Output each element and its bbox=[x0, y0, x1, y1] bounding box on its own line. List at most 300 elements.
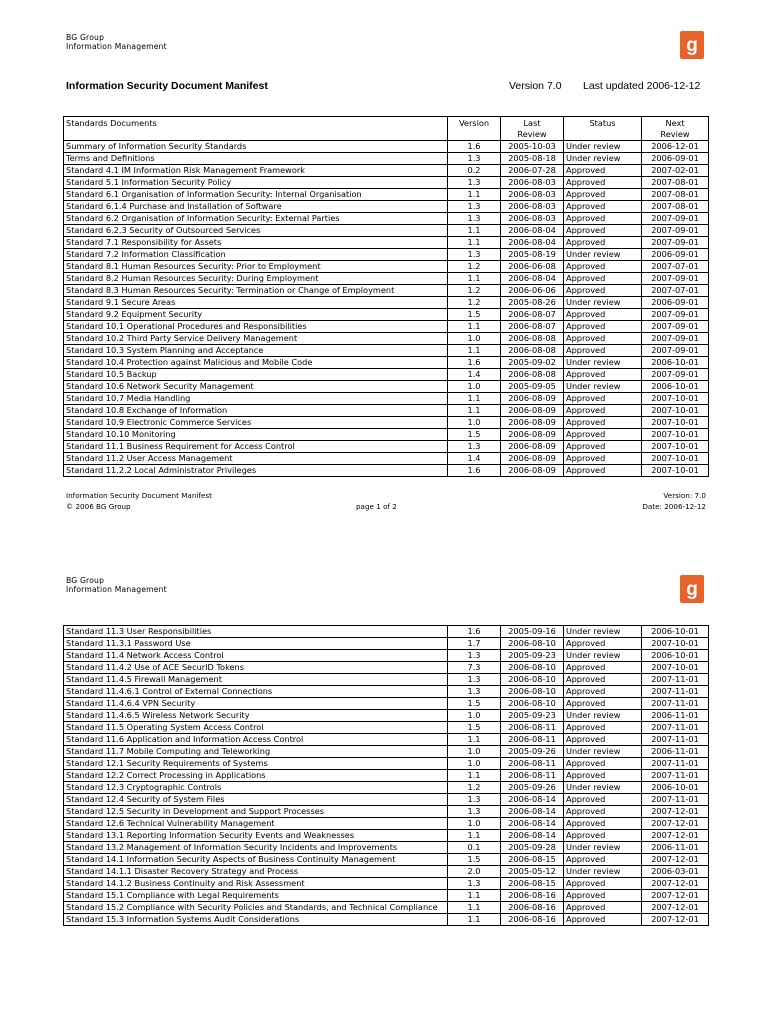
cell-last-review: 2006-08-11 bbox=[501, 722, 564, 734]
cell-status: Approved bbox=[564, 890, 642, 902]
cell-last-review: 2006-08-09 bbox=[501, 393, 564, 405]
cell-last-review: 2006-08-09 bbox=[501, 453, 564, 465]
cell-next-review: 2006-10-01 bbox=[642, 357, 709, 369]
cell-next-review: 2007-10-01 bbox=[642, 638, 709, 650]
cell-document: Standard 11.4.5 Firewall Management bbox=[64, 674, 448, 686]
cell-last-review: 2006-08-07 bbox=[501, 309, 564, 321]
cell-last-review: 2006-08-03 bbox=[501, 177, 564, 189]
cell-document: Standard 6.2 Organisation of Information Security: External Parties bbox=[64, 213, 448, 225]
cell-last-review: 2006-08-16 bbox=[501, 890, 564, 902]
svg-text:g: g bbox=[686, 579, 698, 600]
cell-document: Standard 14.1.2 Business Continuity and Risk Assessment bbox=[64, 878, 448, 890]
cell-next-review: 2007-11-01 bbox=[642, 674, 709, 686]
manifest-table-page-2 bbox=[63, 625, 709, 926]
footer-version: Version: 7.0 bbox=[663, 491, 706, 500]
cell-version: 1.0 bbox=[448, 758, 501, 770]
cell-document: Standard 10.1 Operational Procedures and Responsibilities bbox=[64, 321, 448, 333]
cell-last-review: 2006-08-08 bbox=[501, 345, 564, 357]
cell-document: Standard 11.4.6.4 VPN Security bbox=[64, 698, 448, 710]
cell-last-review: 2006-08-08 bbox=[501, 333, 564, 345]
cell-last-review: 2006-08-14 bbox=[501, 830, 564, 842]
cell-document: Standard 9.1 Secure Areas bbox=[64, 297, 448, 309]
cell-status: Approved bbox=[564, 225, 642, 237]
cell-next-review: 2006-11-01 bbox=[642, 710, 709, 722]
svg-text:g: g bbox=[686, 35, 698, 56]
cell-version: 1.3 bbox=[448, 441, 501, 453]
table-row bbox=[64, 261, 709, 273]
table-row bbox=[64, 333, 709, 345]
cell-last-review: 2006-07-28 bbox=[501, 165, 564, 177]
cell-next-review: 2007-09-01 bbox=[642, 309, 709, 321]
cell-last-review: 2005-09-23 bbox=[501, 710, 564, 722]
cell-version: 1.7 bbox=[448, 638, 501, 650]
cell-document: Standard 11.4 Network Access Control bbox=[64, 650, 448, 662]
cell-last-review: 2006-08-04 bbox=[501, 225, 564, 237]
cell-document: Standard 12.2 Correct Processing in Applications bbox=[64, 770, 448, 782]
cell-version: 1.1 bbox=[448, 890, 501, 902]
cell-next-review: 2007-07-01 bbox=[642, 285, 709, 297]
cell-last-review: 2005-09-05 bbox=[501, 381, 564, 393]
cell-next-review: 2007-09-01 bbox=[642, 213, 709, 225]
cell-status: Approved bbox=[564, 902, 642, 914]
table-row bbox=[64, 866, 709, 878]
cell-status: Approved bbox=[564, 189, 642, 201]
table-body bbox=[64, 141, 709, 477]
cell-document: Standard 13.2 Management of Information Security Incidents and Improvements bbox=[64, 842, 448, 854]
table-row bbox=[64, 141, 709, 153]
cell-last-review: 2006-08-14 bbox=[501, 818, 564, 830]
cell-last-review: 2006-08-10 bbox=[501, 662, 564, 674]
table-row bbox=[64, 285, 709, 297]
table-row bbox=[64, 626, 709, 638]
cell-status: Approved bbox=[564, 662, 642, 674]
cell-document: Standard 6.1.4 Purchase and Installation of Software bbox=[64, 201, 448, 213]
cell-next-review: 2006-09-01 bbox=[642, 297, 709, 309]
cell-next-review: 2007-09-01 bbox=[642, 345, 709, 357]
cell-document: Standard 12.5 Security in Development and Support Processes bbox=[64, 806, 448, 818]
cell-next-review: 2007-10-01 bbox=[642, 405, 709, 417]
cell-last-review: 2006-08-03 bbox=[501, 213, 564, 225]
cell-next-review: 2007-11-01 bbox=[642, 734, 709, 746]
footer-doc-title: Information Security Document Manifest bbox=[66, 491, 212, 500]
cell-document: Standard 11.1 Business Requirement for Access Control bbox=[64, 441, 448, 453]
cell-document: Standard 13.1 Reporting Information Security Events and Weaknesses bbox=[64, 830, 448, 842]
cell-next-review: 2006-09-01 bbox=[642, 249, 709, 261]
cell-version: 1.0 bbox=[448, 381, 501, 393]
cell-next-review: 2007-11-01 bbox=[642, 758, 709, 770]
cell-next-review: 2007-08-01 bbox=[642, 201, 709, 213]
table-row bbox=[64, 357, 709, 369]
cell-next-review: 2007-10-01 bbox=[642, 465, 709, 477]
cell-next-review: 2006-12-01 bbox=[642, 141, 709, 153]
cell-document: Standard 11.3.1 Password Use bbox=[64, 638, 448, 650]
cell-status: Approved bbox=[564, 165, 642, 177]
cell-last-review: 2006-08-16 bbox=[501, 914, 564, 926]
cell-last-review: 2006-08-10 bbox=[501, 638, 564, 650]
cell-version: 1.6 bbox=[448, 141, 501, 153]
cell-last-review: 2006-08-15 bbox=[501, 878, 564, 890]
cell-document: Standard 11.7 Mobile Computing and Teleworking bbox=[64, 746, 448, 758]
document-version: Version 7.0 bbox=[509, 80, 562, 92]
cell-last-review: 2006-08-09 bbox=[501, 429, 564, 441]
cell-version: 1.3 bbox=[448, 213, 501, 225]
cell-version: 1.1 bbox=[448, 189, 501, 201]
cell-status: Approved bbox=[564, 237, 642, 249]
table-row bbox=[64, 794, 709, 806]
table-row bbox=[64, 854, 709, 866]
cell-version: 1.2 bbox=[448, 782, 501, 794]
cell-next-review: 2007-10-01 bbox=[642, 441, 709, 453]
cell-next-review: 2006-03-01 bbox=[642, 866, 709, 878]
cell-document: Standard 4.1 IM Information Risk Management Framework bbox=[64, 165, 448, 177]
cell-status: Approved bbox=[564, 273, 642, 285]
cell-version: 1.6 bbox=[448, 357, 501, 369]
header-standards-documents: Standards Documents bbox=[64, 117, 448, 141]
cell-document: Standard 10.2 Third Party Service Delivery Management bbox=[64, 333, 448, 345]
cell-document: Standard 8.3 Human Resources Security: Termination or Change of Employment bbox=[64, 285, 448, 297]
cell-status: Approved bbox=[564, 878, 642, 890]
cell-status: Under review bbox=[564, 249, 642, 261]
table-row bbox=[64, 890, 709, 902]
cell-last-review: 2005-09-28 bbox=[501, 842, 564, 854]
cell-version: 1.4 bbox=[448, 453, 501, 465]
cell-status: Under review bbox=[564, 746, 642, 758]
table-row bbox=[64, 237, 709, 249]
org-name: BG Group bbox=[66, 576, 105, 585]
cell-last-review: 2006-08-03 bbox=[501, 201, 564, 213]
cell-last-review: 2005-09-26 bbox=[501, 746, 564, 758]
cell-version: 1.3 bbox=[448, 806, 501, 818]
cell-next-review: 2006-10-01 bbox=[642, 650, 709, 662]
cell-version: 1.3 bbox=[448, 794, 501, 806]
document-last-updated: Last updated 2006-12-12 bbox=[583, 80, 701, 92]
cell-version: 1.1 bbox=[448, 734, 501, 746]
footer-right bbox=[642, 490, 706, 512]
cell-status: Approved bbox=[564, 417, 642, 429]
cell-document: Standard 10.5 Backup bbox=[64, 369, 448, 381]
cell-next-review: 2007-08-01 bbox=[642, 177, 709, 189]
table-row bbox=[64, 638, 709, 650]
header-next-review: Next Review bbox=[642, 117, 709, 141]
cell-status: Under review bbox=[564, 141, 642, 153]
cell-next-review: 2007-11-01 bbox=[642, 722, 709, 734]
cell-next-review: 2007-09-01 bbox=[642, 321, 709, 333]
cell-version: 1.1 bbox=[448, 321, 501, 333]
cell-status: Approved bbox=[564, 453, 642, 465]
cell-last-review: 2006-08-09 bbox=[501, 441, 564, 453]
table-row bbox=[64, 722, 709, 734]
cell-last-review: 2006-08-07 bbox=[501, 321, 564, 333]
cell-last-review: 2006-08-03 bbox=[501, 189, 564, 201]
cell-status: Approved bbox=[564, 441, 642, 453]
cell-last-review: 2006-08-09 bbox=[501, 405, 564, 417]
cell-version: 1.6 bbox=[448, 465, 501, 477]
cell-next-review: 2007-09-01 bbox=[642, 237, 709, 249]
cell-document: Standard 11.6 Application and Information Access Control bbox=[64, 734, 448, 746]
cell-status: Approved bbox=[564, 333, 642, 345]
cell-version: 0.1 bbox=[448, 842, 501, 854]
table-row bbox=[64, 393, 709, 405]
cell-document: Standard 11.4.6.5 Wireless Network Security bbox=[64, 710, 448, 722]
cell-last-review: 2005-08-18 bbox=[501, 153, 564, 165]
table-row bbox=[64, 746, 709, 758]
cell-last-review: 2006-08-10 bbox=[501, 698, 564, 710]
cell-status: Under review bbox=[564, 381, 642, 393]
cell-status: Approved bbox=[564, 393, 642, 405]
table-row bbox=[64, 806, 709, 818]
cell-next-review: 2007-12-01 bbox=[642, 806, 709, 818]
cell-version: 0.2 bbox=[448, 165, 501, 177]
cell-last-review: 2006-08-09 bbox=[501, 417, 564, 429]
cell-status: Approved bbox=[564, 854, 642, 866]
cell-next-review: 2007-09-01 bbox=[642, 369, 709, 381]
cell-version: 1.3 bbox=[448, 153, 501, 165]
cell-next-review: 2006-09-01 bbox=[642, 153, 709, 165]
cell-document: Standard 9.2 Equipment Security bbox=[64, 309, 448, 321]
cell-version: 2.0 bbox=[448, 866, 501, 878]
manifest-table-page-1 bbox=[63, 116, 709, 477]
cell-document: Standard 10.8 Exchange of Information bbox=[64, 405, 448, 417]
table-row bbox=[64, 818, 709, 830]
footer-copyright: © 2006 BG Group bbox=[66, 502, 131, 511]
cell-last-review: 2006-08-10 bbox=[501, 686, 564, 698]
table-row bbox=[64, 710, 709, 722]
cell-document: Standard 11.4.2 Use of ACE SecurID Tokens bbox=[64, 662, 448, 674]
table-row bbox=[64, 225, 709, 237]
cell-version: 1.1 bbox=[448, 902, 501, 914]
cell-version: 1.1 bbox=[448, 225, 501, 237]
cell-next-review: 2007-12-01 bbox=[642, 878, 709, 890]
cell-status: Approved bbox=[564, 674, 642, 686]
table-row bbox=[64, 297, 709, 309]
cell-last-review: 2006-08-11 bbox=[501, 734, 564, 746]
cell-next-review: 2006-10-01 bbox=[642, 782, 709, 794]
cell-status: Approved bbox=[564, 806, 642, 818]
cell-next-review: 2007-12-01 bbox=[642, 830, 709, 842]
table-row bbox=[64, 201, 709, 213]
cell-document: Standard 8.2 Human Resources Security: During Employment bbox=[64, 273, 448, 285]
cell-version: 1.1 bbox=[448, 770, 501, 782]
cell-document: Standard 14.1.1 Disaster Recovery Strategy and Process bbox=[64, 866, 448, 878]
cell-document: Standard 10.7 Media Handling bbox=[64, 393, 448, 405]
cell-status: Approved bbox=[564, 770, 642, 782]
org-department: Information Management bbox=[66, 585, 167, 594]
cell-document: Standard 15.1 Compliance with Legal Requirements bbox=[64, 890, 448, 902]
cell-last-review: 2006-08-14 bbox=[501, 806, 564, 818]
cell-version: 1.0 bbox=[448, 818, 501, 830]
cell-next-review: 2007-02-01 bbox=[642, 165, 709, 177]
cell-document: Standard 6.2.3 Security of Outsourced Services bbox=[64, 225, 448, 237]
table-row bbox=[64, 177, 709, 189]
table-row bbox=[64, 782, 709, 794]
cell-status: Approved bbox=[564, 830, 642, 842]
cell-last-review: 2005-09-23 bbox=[501, 650, 564, 662]
cell-document: Standard 11.5 Operating System Access Control bbox=[64, 722, 448, 734]
cell-status: Under review bbox=[564, 866, 642, 878]
table-row bbox=[64, 321, 709, 333]
cell-status: Under review bbox=[564, 650, 642, 662]
cell-version: 1.5 bbox=[448, 722, 501, 734]
cell-document: Standard 12.6 Technical Vulnerability Management bbox=[64, 818, 448, 830]
cell-document: Standard 14.1 Information Security Aspects of Business Continuity Management bbox=[64, 854, 448, 866]
cell-status: Under review bbox=[564, 626, 642, 638]
cell-last-review: 2006-06-08 bbox=[501, 261, 564, 273]
cell-last-review: 2006-08-04 bbox=[501, 273, 564, 285]
cell-next-review: 2007-07-01 bbox=[642, 261, 709, 273]
cell-version: 1.5 bbox=[448, 698, 501, 710]
cell-version: 1.5 bbox=[448, 429, 501, 441]
cell-next-review: 2007-12-01 bbox=[642, 890, 709, 902]
cell-next-review: 2007-12-01 bbox=[642, 818, 709, 830]
cell-status: Approved bbox=[564, 722, 642, 734]
table-row bbox=[64, 770, 709, 782]
table-row bbox=[64, 165, 709, 177]
cell-last-review: 2005-09-02 bbox=[501, 357, 564, 369]
cell-status: Approved bbox=[564, 321, 642, 333]
cell-document: Standard 10.6 Network Security Management bbox=[64, 381, 448, 393]
table-row bbox=[64, 878, 709, 890]
footer-page-number: page 1 of 2 bbox=[356, 502, 397, 511]
cell-status: Approved bbox=[564, 201, 642, 213]
cell-last-review: 2006-06-06 bbox=[501, 285, 564, 297]
table-body bbox=[64, 626, 709, 926]
cell-status: Under review bbox=[564, 153, 642, 165]
cell-document: Standard 10.4 Protection against Malicious and Mobile Code bbox=[64, 357, 448, 369]
cell-version: 1.1 bbox=[448, 345, 501, 357]
cell-version: 1.1 bbox=[448, 914, 501, 926]
cell-version: 1.2 bbox=[448, 261, 501, 273]
cell-status: Approved bbox=[564, 405, 642, 417]
cell-status: Approved bbox=[564, 465, 642, 477]
cell-last-review: 2006-08-16 bbox=[501, 902, 564, 914]
table-row bbox=[64, 830, 709, 842]
cell-document: Standard 11.2.2 Local Administrator Privileges bbox=[64, 465, 448, 477]
cell-next-review: 2007-12-01 bbox=[642, 914, 709, 926]
org-header bbox=[66, 33, 167, 51]
table-row bbox=[64, 369, 709, 381]
table-row bbox=[64, 189, 709, 201]
cell-last-review: 2005-09-26 bbox=[501, 782, 564, 794]
cell-version: 1.6 bbox=[448, 626, 501, 638]
org-header bbox=[66, 576, 167, 594]
cell-last-review: 2006-08-15 bbox=[501, 854, 564, 866]
cell-version: 1.3 bbox=[448, 878, 501, 890]
cell-status: Under review bbox=[564, 842, 642, 854]
table-row bbox=[64, 758, 709, 770]
cell-next-review: 2007-12-01 bbox=[642, 902, 709, 914]
cell-status: Approved bbox=[564, 429, 642, 441]
table-row bbox=[64, 698, 709, 710]
table-row bbox=[64, 465, 709, 477]
cell-next-review: 2007-10-01 bbox=[642, 662, 709, 674]
cell-version: 7.3 bbox=[448, 662, 501, 674]
cell-document: Standard 10.9 Electronic Commerce Services bbox=[64, 417, 448, 429]
table-row bbox=[64, 734, 709, 746]
cell-version: 1.3 bbox=[448, 249, 501, 261]
cell-last-review: 2006-08-11 bbox=[501, 770, 564, 782]
table-row bbox=[64, 273, 709, 285]
cell-status: Approved bbox=[564, 794, 642, 806]
table-row bbox=[64, 405, 709, 417]
cell-status: Under review bbox=[564, 782, 642, 794]
cell-next-review: 2007-09-01 bbox=[642, 333, 709, 345]
cell-last-review: 2005-08-26 bbox=[501, 297, 564, 309]
bg-logo-icon bbox=[680, 575, 704, 603]
table-row bbox=[64, 674, 709, 686]
cell-document: Standard 7.1 Responsibility for Assets bbox=[64, 237, 448, 249]
org-department: Information Management bbox=[66, 42, 167, 51]
cell-version: 1.3 bbox=[448, 201, 501, 213]
table-row bbox=[64, 453, 709, 465]
cell-document: Terms and Definitions bbox=[64, 153, 448, 165]
cell-version: 1.0 bbox=[448, 710, 501, 722]
cell-version: 1.0 bbox=[448, 333, 501, 345]
cell-last-review: 2005-05-12 bbox=[501, 866, 564, 878]
cell-status: Approved bbox=[564, 758, 642, 770]
cell-document: Standard 12.1 Security Requirements of Systems bbox=[64, 758, 448, 770]
table-row bbox=[64, 309, 709, 321]
cell-next-review: 2006-10-01 bbox=[642, 626, 709, 638]
table-row bbox=[64, 153, 709, 165]
cell-last-review: 2006-08-11 bbox=[501, 758, 564, 770]
cell-next-review: 2007-09-01 bbox=[642, 225, 709, 237]
cell-last-review: 2006-08-14 bbox=[501, 794, 564, 806]
cell-next-review: 2007-08-01 bbox=[642, 189, 709, 201]
cell-document: Standard 15.2 Compliance with Security Policies and Standards, and Technical Compliance bbox=[64, 902, 448, 914]
cell-status: Approved bbox=[564, 369, 642, 381]
cell-status: Approved bbox=[564, 345, 642, 357]
table-row bbox=[64, 662, 709, 674]
document-title: Information Security Document Manifest bbox=[66, 80, 268, 92]
cell-status: Approved bbox=[564, 309, 642, 321]
table-row bbox=[64, 441, 709, 453]
cell-last-review: 2006-08-09 bbox=[501, 465, 564, 477]
cell-document: Standard 8.1 Human Resources Security: Prior to Employment bbox=[64, 261, 448, 273]
cell-status: Approved bbox=[564, 914, 642, 926]
cell-version: 1.1 bbox=[448, 830, 501, 842]
cell-status: Approved bbox=[564, 285, 642, 297]
org-name: BG Group bbox=[66, 33, 105, 42]
cell-next-review: 2007-11-01 bbox=[642, 794, 709, 806]
cell-version: 1.2 bbox=[448, 285, 501, 297]
cell-status: Under review bbox=[564, 297, 642, 309]
cell-last-review: 2005-08-19 bbox=[501, 249, 564, 261]
cell-version: 1.5 bbox=[448, 309, 501, 321]
cell-version: 1.1 bbox=[448, 273, 501, 285]
cell-last-review: 2005-09-16 bbox=[501, 626, 564, 638]
cell-document: Standard 7.2 Information Classification bbox=[64, 249, 448, 261]
cell-status: Approved bbox=[564, 734, 642, 746]
cell-next-review: 2007-10-01 bbox=[642, 393, 709, 405]
cell-next-review: 2007-11-01 bbox=[642, 698, 709, 710]
cell-next-review: 2006-11-01 bbox=[642, 842, 709, 854]
cell-version: 1.2 bbox=[448, 297, 501, 309]
cell-status: Approved bbox=[564, 213, 642, 225]
cell-next-review: 2007-09-01 bbox=[642, 273, 709, 285]
header-status: Status bbox=[564, 117, 642, 141]
table-header-row bbox=[64, 117, 709, 141]
header-version: Version bbox=[448, 117, 501, 141]
cell-last-review: 2006-08-10 bbox=[501, 674, 564, 686]
cell-document: Standard 11.4.6.1 Control of External Connections bbox=[64, 686, 448, 698]
cell-next-review: 2007-10-01 bbox=[642, 453, 709, 465]
cell-version: 1.0 bbox=[448, 746, 501, 758]
cell-last-review: 2006-08-08 bbox=[501, 369, 564, 381]
bg-logo-icon bbox=[680, 31, 704, 59]
header-last-review: Last Review bbox=[501, 117, 564, 141]
cell-version: 1.3 bbox=[448, 686, 501, 698]
table-row bbox=[64, 213, 709, 225]
